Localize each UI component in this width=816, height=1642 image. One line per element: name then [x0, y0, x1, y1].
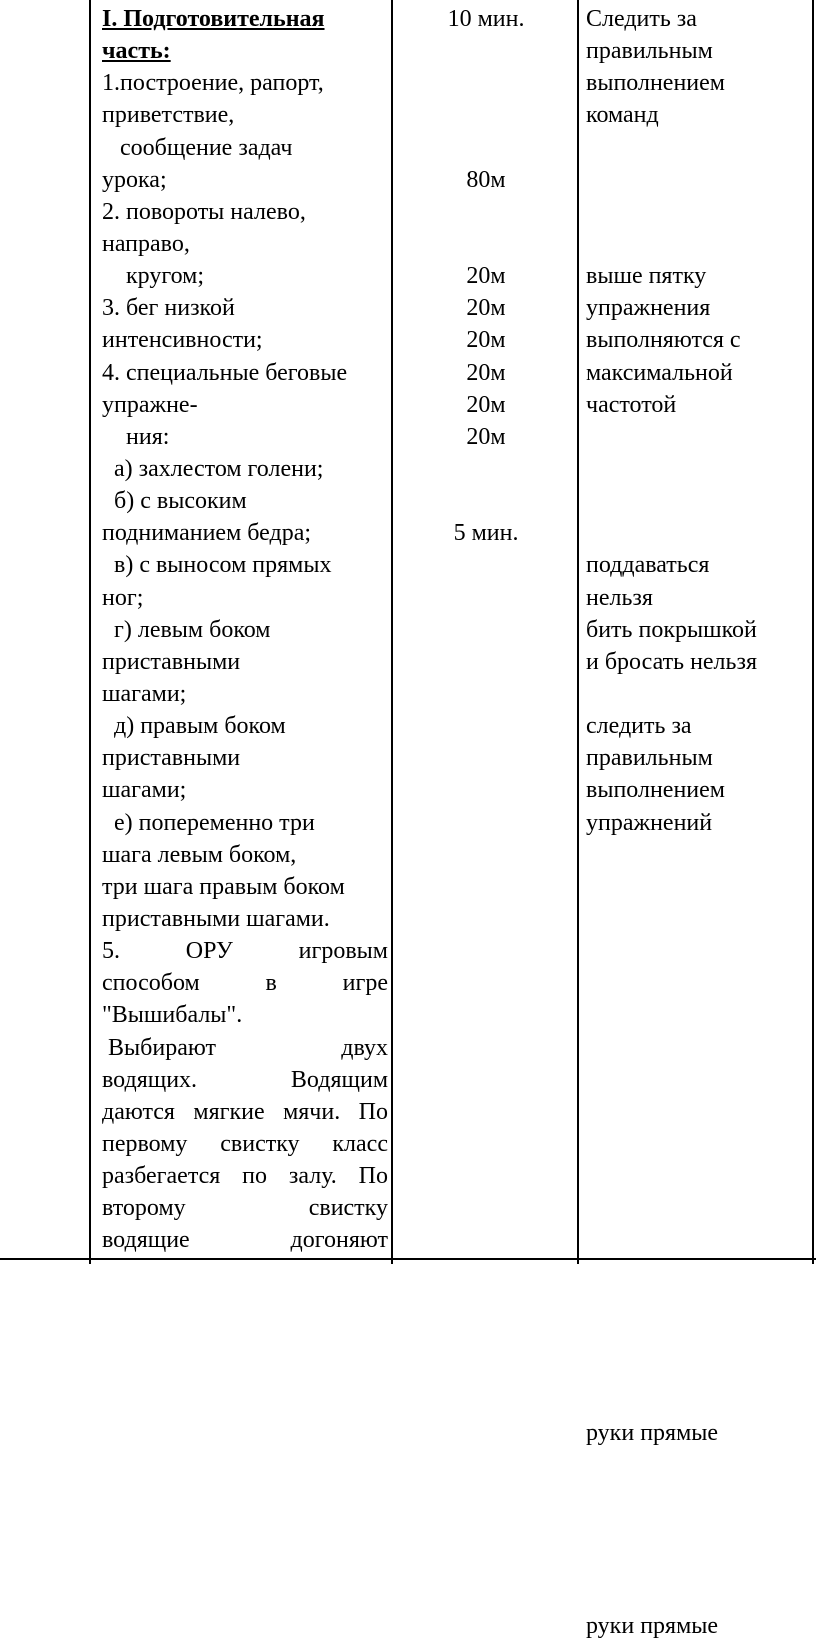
- plan-line: кругом;: [102, 263, 204, 290]
- plan-line: приветствие,: [102, 102, 235, 129]
- note-line: [586, 1481, 808, 1513]
- plan-word: мячи.: [283, 1098, 341, 1125]
- plan-word: Выбирают: [102, 1034, 216, 1061]
- note-line: [586, 1128, 808, 1160]
- plan-word: разбегается: [102, 1163, 221, 1190]
- note-line: [586, 1289, 808, 1321]
- dosage-line: 80м: [466, 166, 506, 193]
- dosage-line: [398, 196, 574, 228]
- plan-word: водящих.: [102, 1066, 198, 1093]
- note-line: Следить за: [586, 6, 697, 32]
- plan-word: игре: [342, 970, 388, 997]
- plan-word: залу.: [288, 1163, 337, 1190]
- plan-line: упражне-: [102, 391, 198, 418]
- plan-line: [102, 1192, 388, 1224]
- note-line: бить покрышкой: [586, 616, 757, 643]
- plan-line: направо,: [102, 230, 190, 257]
- dosage-line: 20м: [466, 263, 506, 290]
- plan-word: "Вышибалы".: [102, 1002, 243, 1029]
- note-line: [586, 871, 808, 903]
- dosage-line: 20м: [466, 295, 506, 322]
- note-line: [586, 1032, 808, 1064]
- note-line: команд: [586, 102, 659, 129]
- dosage-line: 20м: [466, 359, 506, 386]
- plan-line: [102, 1096, 388, 1128]
- dosage-line: 20м: [466, 391, 506, 418]
- plan-word: класс: [332, 1130, 388, 1157]
- plan-line: 4. специальные беговые: [102, 359, 348, 386]
- note-line: [586, 1256, 808, 1288]
- plan-word: игровым: [298, 938, 388, 965]
- plan-line: 1.построение, рапорт,: [102, 70, 324, 97]
- note-line: [586, 1224, 808, 1256]
- note-line: [586, 517, 808, 549]
- plan-word: второму: [102, 1195, 186, 1222]
- table-border-col2: [391, 0, 393, 1264]
- plan-line: сообщение задач: [102, 134, 293, 161]
- dosage-line: [398, 228, 574, 260]
- plan-line: 3. бег низкой: [102, 295, 235, 322]
- plan-line: ния:: [102, 423, 170, 450]
- note-line: максимальной: [586, 359, 733, 386]
- note-line: руки прямые: [586, 1420, 719, 1447]
- plan-line: шага левым боком,: [102, 841, 297, 868]
- note-line: [586, 999, 808, 1031]
- note-line: [586, 935, 808, 967]
- plan-word: По: [358, 1163, 388, 1190]
- dosage-line: [398, 485, 574, 517]
- plan-line: подниманием бедра;: [102, 520, 312, 547]
- note-line: [586, 1546, 808, 1578]
- note-line: [586, 132, 808, 164]
- plan-line: [102, 1160, 388, 1192]
- note-line: правильным: [586, 745, 713, 772]
- note-line: следить за: [586, 713, 692, 740]
- dosage-column: [398, 3, 574, 549]
- note-line: [586, 1449, 808, 1481]
- note-line: [586, 164, 808, 196]
- note-line: [586, 453, 808, 485]
- plan-line: шагами;: [102, 777, 187, 804]
- note-line: выполнением: [586, 70, 725, 97]
- plan-line: д) правым боком: [102, 713, 286, 740]
- note-line: [586, 1160, 808, 1192]
- plan-line: [102, 967, 388, 999]
- plan-line: шагами;: [102, 680, 187, 707]
- dosage-line: 20м: [466, 327, 506, 354]
- note-line: [586, 678, 808, 710]
- note-line: [586, 903, 808, 935]
- plan-line: приставными: [102, 745, 241, 772]
- note-line: [586, 485, 808, 517]
- plan-word: догоняют: [290, 1227, 388, 1254]
- note-line: [586, 1064, 808, 1096]
- dosage-line: 10 мин.: [447, 6, 525, 32]
- note-line: [586, 1353, 808, 1385]
- plan-line: [102, 999, 388, 1031]
- note-line: правильным: [586, 38, 713, 65]
- plan-line: в) с выносом прямых: [102, 552, 332, 579]
- dosage-line: [398, 67, 574, 99]
- note-line: [586, 839, 808, 871]
- note-line: выше пятку: [586, 263, 707, 290]
- note-line: [586, 1385, 808, 1417]
- dosage-line: [398, 35, 574, 67]
- note-line: и бросать нельзя: [586, 648, 757, 675]
- note-line: частотой: [586, 391, 677, 418]
- note-line: выполнением: [586, 777, 725, 804]
- plan-word: по: [242, 1163, 268, 1190]
- note-line: руки прямые: [586, 1613, 719, 1640]
- plan-word: свистку: [308, 1195, 388, 1222]
- plan-line: интенсивности;: [102, 327, 263, 354]
- plan-line: [102, 1128, 388, 1160]
- plan-line: [102, 1032, 388, 1064]
- plan-word: Водящим: [290, 1066, 388, 1093]
- dosage-line: [398, 453, 574, 485]
- dosage-line: [398, 99, 574, 131]
- table-border-left: [89, 0, 91, 1264]
- dosage-line: 20м: [466, 423, 506, 450]
- dosage-line: 5 мин.: [453, 520, 519, 547]
- plan-line: б) с высоким: [102, 488, 247, 515]
- table-border-right: [812, 0, 814, 1264]
- section-title: I. Подготовительная: [102, 6, 325, 32]
- note-line: поддаваться: [586, 552, 710, 579]
- plan-line: е) попеременно три: [102, 809, 315, 836]
- note-line: [586, 228, 808, 260]
- plan-line: урока;: [102, 166, 167, 193]
- notes-column: [586, 3, 808, 1642]
- note-line: [586, 1192, 808, 1224]
- plan-word: мягкие: [193, 1098, 265, 1125]
- note-line: упражнения: [586, 295, 711, 322]
- note-line: [586, 1096, 808, 1128]
- plan-line: г) левым боком: [102, 616, 271, 643]
- plan-word: двух: [341, 1034, 388, 1061]
- dosage-line: [398, 132, 574, 164]
- plan-word: способом: [102, 970, 200, 997]
- plan-line: [102, 935, 388, 967]
- plan-line: ног;: [102, 584, 144, 611]
- plan-word: первому: [102, 1130, 188, 1157]
- note-line: нельзя: [586, 584, 653, 611]
- plan-word: даются: [102, 1098, 175, 1125]
- note-line: [586, 1514, 808, 1546]
- plan-line: а) захлестом голени;: [102, 455, 324, 482]
- plan-word: 5.: [102, 938, 120, 965]
- note-line: [586, 421, 808, 453]
- lesson-plan-column: [102, 3, 388, 1256]
- section-title-cont: часть:: [102, 38, 171, 65]
- note-line: выполняются с: [586, 327, 741, 354]
- plan-line: приставными: [102, 648, 241, 675]
- note-line: упражнений: [586, 809, 713, 836]
- note-line: [586, 1321, 808, 1353]
- plan-line: [102, 1224, 388, 1256]
- plan-word: в: [265, 970, 277, 997]
- plan-word: свистку: [220, 1130, 300, 1157]
- note-line: [586, 1578, 808, 1610]
- plan-line: [102, 1064, 388, 1096]
- plan-line: 2. повороты налево,: [102, 198, 306, 225]
- plan-word: водящие: [102, 1227, 190, 1254]
- note-line: [586, 196, 808, 228]
- plan-line: три шага правым боком: [102, 873, 345, 900]
- plan-word: ОРУ: [185, 938, 233, 965]
- plan-word: По: [358, 1098, 388, 1125]
- plan-line: приставными шагами.: [102, 905, 330, 932]
- table-border-col3: [577, 0, 579, 1264]
- note-line: [586, 967, 808, 999]
